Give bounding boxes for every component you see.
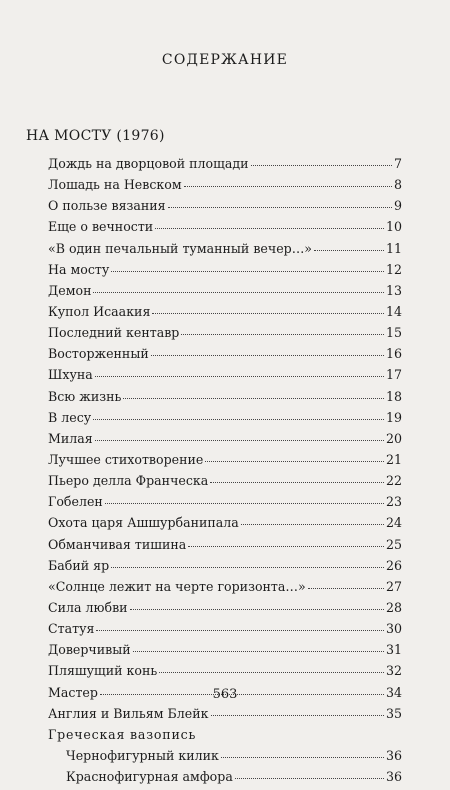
toc-entry (48, 262, 402, 283)
toc-entry-page: 15 (385, 325, 402, 341)
toc-entry (48, 558, 402, 579)
dot-leader (221, 756, 384, 758)
toc-entry-page: 20 (385, 430, 402, 446)
toc-entry-title: «Солнце лежит на черте горизонта…» (48, 578, 306, 594)
toc-entry-page: 13 (385, 282, 402, 298)
toc-entry-title: Англия и Вильям Блейк (48, 705, 209, 721)
contents-heading: СОДЕРЖАНИЕ (161, 52, 289, 68)
dot-leader (130, 608, 384, 610)
toc-entry (48, 389, 402, 410)
toc-entry (48, 410, 402, 431)
dot-leader (210, 481, 384, 483)
toc-entry-page: 35 (385, 705, 402, 721)
dot-leader (111, 270, 384, 272)
section-title: НА МОСТУ (1976) (26, 128, 165, 144)
toc-entry-page: 27 (385, 578, 402, 594)
toc-entry-page: 19 (385, 409, 402, 425)
dot-leader (205, 460, 384, 462)
toc-entry (48, 642, 402, 663)
toc-entry-page: 23 (385, 494, 402, 510)
toc-entry (48, 515, 402, 536)
dot-leader (181, 333, 384, 335)
toc-entry-page: 22 (385, 473, 402, 489)
toc-entry (48, 579, 402, 600)
toc-group-title: Греческая вазопись (48, 726, 197, 742)
toc-entry-page: 36 (385, 747, 402, 763)
toc-entry-page: 10 (385, 219, 402, 235)
toc-entry-title: Лучшее стихотворение (48, 451, 204, 467)
toc-entry-page: 7 (393, 156, 402, 171)
toc-entry (48, 769, 402, 790)
toc-entry-title: Чернофигурный килик (66, 747, 219, 763)
toc-entry-title: Всю жизнь (48, 388, 122, 404)
toc-entry-page: 17 (385, 367, 402, 383)
toc-entry (48, 663, 402, 684)
dot-leader (95, 439, 384, 441)
toc-entry (48, 600, 402, 621)
toc-entry (48, 346, 402, 367)
toc-entry-title: Еще о вечности (48, 219, 154, 235)
toc-entry (48, 219, 402, 240)
toc-entry-page: 9 (393, 198, 402, 214)
toc-entry-title: Пляшущий конь (48, 663, 158, 679)
dot-leader (123, 397, 384, 399)
toc-entry-page: 16 (385, 346, 402, 362)
toc-entry-page: 32 (385, 663, 402, 679)
dot-leader (95, 375, 384, 377)
toc-entry (48, 198, 402, 219)
toc-entry-title: Гобелен (48, 494, 103, 510)
toc-entry (48, 748, 402, 769)
toc-entry-page: 14 (385, 303, 402, 319)
toc-entry-title: На мосту (48, 261, 110, 277)
toc-entry-page: 28 (385, 599, 402, 615)
toc-entry-title: Шхуна (48, 367, 93, 383)
dot-leader (111, 566, 384, 568)
dot-leader (314, 249, 384, 251)
toc-entry-title: Обманчивая тишина (48, 536, 187, 552)
dot-leader (251, 164, 392, 166)
dot-leader (235, 777, 384, 779)
dot-leader (308, 587, 384, 589)
toc-entry-title: В лесу (48, 409, 92, 425)
dot-leader (96, 629, 384, 631)
toc-entry-page: 21 (385, 451, 402, 467)
toc-entry-title: Охота царя Ашшурбанипала (48, 515, 239, 531)
page-number: 563 (212, 687, 238, 702)
toc-entry-page: 36 (385, 769, 402, 785)
toc-entry-title: Сила любви (48, 599, 128, 615)
toc-entry (48, 706, 402, 727)
dot-leader (93, 418, 384, 420)
toc-entry-page: 12 (385, 261, 402, 277)
toc-entry (48, 494, 402, 515)
dot-leader (188, 545, 384, 547)
dot-leader (184, 185, 392, 187)
dot-leader (241, 523, 384, 525)
toc-entry-page: 8 (393, 177, 402, 193)
dot-leader (93, 291, 384, 293)
toc-entry-title: Лошадь на Невском (48, 177, 182, 193)
toc-entry-title: Милая (48, 430, 93, 446)
dot-leader (133, 650, 384, 652)
toc-entry (48, 241, 402, 262)
toc-entry (48, 367, 402, 388)
toc-entry-title: Последний кентавр (48, 325, 180, 341)
toc-entry (48, 177, 402, 198)
toc-entry (48, 283, 402, 304)
toc-entry-title: Статуя (48, 621, 95, 637)
dot-leader (151, 354, 384, 356)
toc-entry-page: 26 (385, 557, 402, 573)
dot-leader (152, 312, 384, 314)
toc-entry-title: Восторженный (48, 346, 149, 362)
toc-entry (48, 156, 402, 177)
toc-entry-title: Мастер (48, 684, 98, 700)
toc-entry-page: 11 (385, 240, 402, 256)
toc-entry-title: Дождь на дворцовой площади (48, 156, 249, 171)
toc-entry-title: Краснофигурная амфора (66, 769, 233, 785)
toc-entry (48, 621, 402, 642)
toc-entry (48, 473, 402, 494)
toc-entry-title: Бабий яр (48, 557, 110, 573)
dot-leader (211, 714, 384, 716)
toc-entry (48, 325, 402, 346)
toc-entry-title: Пьеро делла Франческа (48, 473, 209, 489)
dot-leader (105, 502, 384, 504)
toc-entry-title: «В один печальный туманный вечер…» (48, 240, 313, 256)
toc-entry-title: О пользе вязания (48, 198, 166, 214)
toc-entry-title: Доверчивый (48, 642, 131, 658)
dot-leader (159, 671, 384, 673)
toc-entry (48, 431, 402, 452)
dot-leader (168, 206, 392, 208)
toc-entry-page: 18 (385, 388, 402, 404)
toc-entry (48, 304, 402, 325)
toc-entry (48, 452, 402, 473)
toc-entry-title: Демон (48, 282, 92, 298)
toc-entry-page: 34 (385, 684, 402, 700)
toc-entry-page: 25 (385, 536, 402, 552)
toc-entry-page: 24 (385, 515, 402, 531)
toc-entry-page: 30 (385, 621, 402, 637)
toc-entry (48, 537, 402, 558)
toc-entry-page: 31 (385, 642, 402, 658)
dot-leader (155, 227, 384, 229)
toc-entry-title: Купол Исаакия (48, 303, 151, 319)
